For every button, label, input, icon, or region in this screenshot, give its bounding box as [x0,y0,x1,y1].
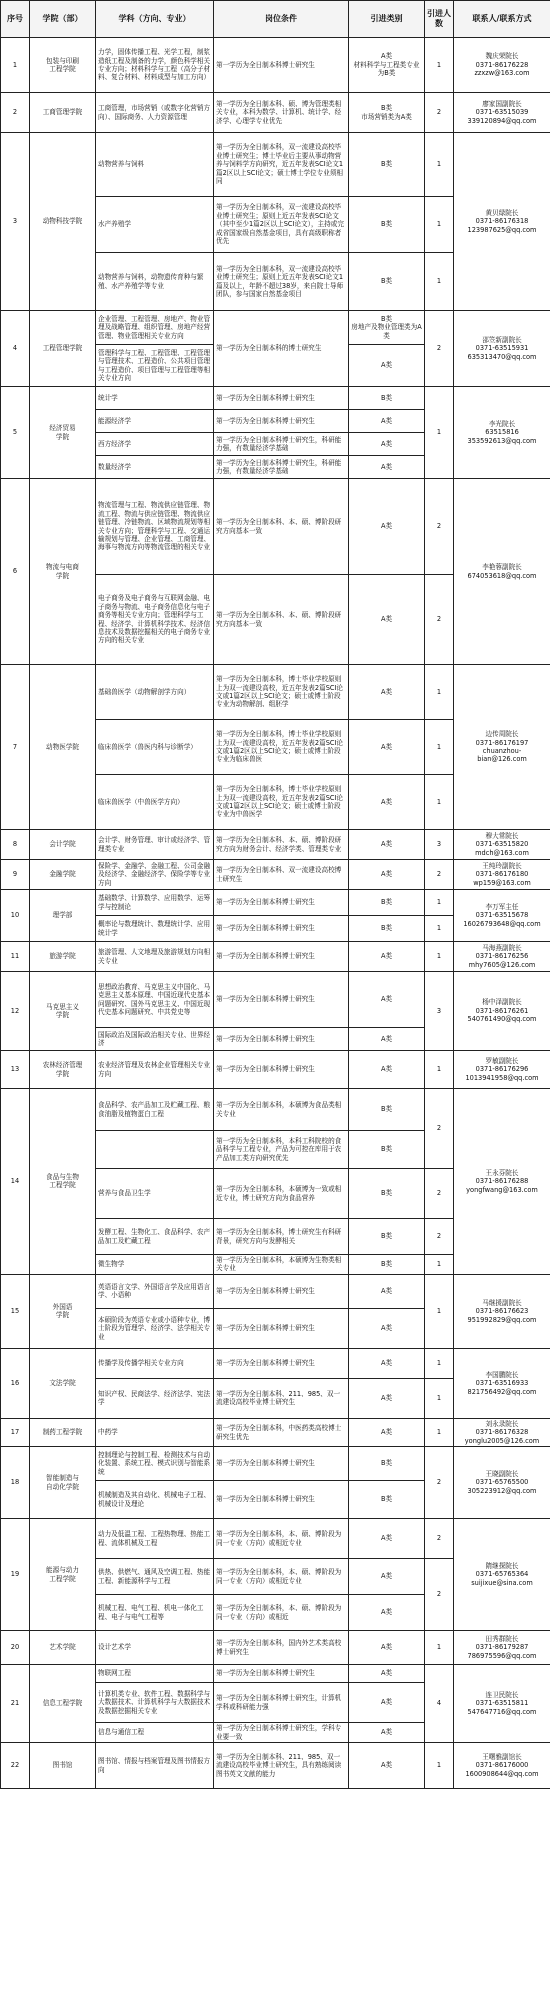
row-count: 1 [425,942,454,972]
row-discipline: 发酵工程、生物化工、食品科学、农产品加工及贮藏工程 [96,1219,214,1255]
row-conditions: 第一学历为全日制本科博士研究生 [214,387,349,410]
row-category: B类 [349,1447,425,1481]
row-college: 动物科技学院 [30,133,96,311]
row-count: 3 [425,972,454,1051]
row-seq: 15 [1,1274,30,1348]
row-count: 1 [425,1348,454,1378]
row-discipline: 工商管理，市场营销（或数字化营销方向）、国际商务、人力资源管理 [96,93,214,133]
row-category: B类 [349,916,425,942]
row-seq: 13 [1,1051,30,1089]
row-conditions: 第一学历为全日制本科，中医药类高校博士研究生优先 [214,1418,349,1446]
row-seq: 14 [1,1089,30,1275]
table-row [1,830,550,860]
row-conditions: 第一学历为全日制本科博士研究生 [214,1665,349,1683]
row-count: 2 [425,1519,454,1559]
row-conditions: 第一学历为全日制本科、本、硕、博阶段研究方向基本一致 [214,575,349,665]
row-count: 1 [425,890,454,916]
row-discipline: 基础数学、计算数学、应用数学、运筹学与控制论 [96,890,214,916]
table-row [1,665,550,720]
row-count: 4 [425,1665,454,1743]
row-conditions: 第一学历为全日制本科，博士毕业学校原则上为双一流建设高校，近五年发表2篇SCI论文或1篇2区以上SCI论文；硕士或博士阶段专业为中兽医学 [214,775,349,830]
row-conditions: 第一学历为全日制本科博士研究生，计算机学科或科研能力强 [214,1683,349,1723]
row-discipline: 机械制造及其自动化、机械电子工程、机械设计及理论 [96,1481,214,1519]
row-seq: 1 [1,38,30,93]
row-contact: 穆大常院长 0371-63515820 mdch@163.com [454,830,550,860]
row-category: A类 [349,1743,425,1789]
row-category: A类 [349,1595,425,1631]
row-discipline: 图书馆、情报与档案管理及图书情报方向 [96,1743,214,1789]
table-row [1,479,550,575]
row-category: A类 [349,479,425,575]
header-discipline: 学科（方向、专业） [96,1,214,38]
row-category: B类 [349,1219,425,1255]
header-count: 引进人数 [425,1,454,38]
row-college: 旅游学院 [30,942,96,972]
row-seq: 5 [1,387,30,479]
row-conditions: 第一学历为全日制本科、双一流建设高校博士研究生 [214,860,349,890]
row-discipline: 营养与食品卫生学 [96,1169,214,1219]
row-conditions: 第一学历为全日制本科，双一流建设高校毕业博士研究生；博士毕业后主要从事动物营养与饲料学方向研究，近五年发表SCI论文1篇2区以上SCI论文；硕士博士学位专业须相同 [214,133,349,197]
row-conditions: 第一学历为全日制本科，本、硕、博阶段为同一专业（方向）或相近 [214,1595,349,1631]
table-row [1,1743,550,1789]
row-category: B类 [349,1169,425,1219]
row-category: A类 材料科学与工程类专业为B类 [349,38,425,93]
row-conditions: 第一学历为全日制本科、本、硕、博阶段研究方向为财务会计、经济学类、管理类专业 [214,830,349,860]
row-college: 图书馆 [30,1743,96,1789]
table-row [1,38,550,93]
row-category: B类 [349,1481,425,1519]
row-contact: 王曙雅副馆长 0371-86176000 1600908644@qq.com [454,1743,550,1789]
row-category: B类 [349,197,425,253]
row-discipline: 物联网工程 [96,1665,214,1683]
row-category: A类 [349,1519,425,1559]
row-discipline: 传播学及传播学相关专业方向 [96,1348,214,1378]
row-count: 1 [425,197,454,253]
row-seq: 4 [1,311,30,387]
row-conditions: 第一学历为全日制本科博士研究生，科研能力强，有数量经济学基础 [214,456,349,479]
row-conditions: 第一学历为全日制本科博士研究生 [214,916,349,942]
row-discipline: 数量经济学 [96,456,214,479]
row-discipline: 电子商务及电子商务与互联网金融、电子商务与物流、电子商务信息化与电子商务等相关专业方向；管理科学与工程、经济学、计算机科学技术、经济信息技术及数据挖掘相关的电子商务专业方向的相关专业 [96,575,214,665]
row-college: 艺术学院 [30,1631,96,1665]
header-seq: 序号 [1,1,30,38]
header-category: 引进类别 [349,1,425,38]
row-college: 动物医学院 [30,665,96,830]
row-seq: 12 [1,972,30,1051]
row-count: 3 [425,830,454,860]
row-contact: 刘永录院长 0371-86176328 yonglu2005@126.com [454,1418,550,1446]
row-college: 工程管理学院 [30,311,96,387]
row-seq: 18 [1,1447,30,1519]
row-seq: 21 [1,1665,30,1743]
row-college: 信息工程学院 [30,1665,96,1743]
row-college: 智能制造与 自动化学院 [30,1447,96,1519]
row-college: 食品与生物 工程学院 [30,1089,96,1275]
row-category: A类 [349,860,425,890]
row-count: 2 [425,575,454,665]
row-discipline: 管理科学与工程、工程管理、工程管理与管理技术、工程造价、公共项目管理与工程造价、项目管理与工程管理等相关专业方向 [96,345,214,387]
row-discipline: 中药学 [96,1418,214,1446]
row-conditions: 第一学历为全日制本科的博士研究生 [214,311,349,387]
row-college: 工商管理学院 [30,93,96,133]
row-count: 1 [425,1743,454,1789]
row-contact: 李光院长 63515816 353592613@qq.com [454,387,550,479]
row-contact: 隋继探院长 0371-65765364 suijixue@sina.com [454,1519,550,1631]
row-discipline: 力学，固体传播工程、光学工程，制浆造纸工程及制备的力学，颜色科学相关专业方向；材料科学与工程（高分子材料、复合材料、材料成型与加工方向） [96,38,214,93]
row-conditions: 第一学历为全日制本科，国内外艺术类高校博士研究生 [214,1631,349,1665]
row-contact: 李国鹏院长 0371-63516933 821756492@qq.com [454,1348,550,1418]
row-count: 1 [425,253,454,311]
row-conditions: 第一学历为全日制本科博士研究生 [214,1308,349,1348]
row-discipline: 知识产权、民商法学、经济法学、宪法学 [96,1378,214,1418]
row-category: A类 [349,830,425,860]
row-discipline: 设计艺术学 [96,1631,214,1665]
table-row [1,972,550,1028]
row-seq: 19 [1,1519,30,1631]
row-discipline: 动物营养与饲料，动物遗传育种与繁殖、水产养殖学等专业 [96,253,214,311]
row-contact: 邵笠新副院长 0371-63515931 635313470@qq.com [454,311,550,387]
row-conditions: 第一学历为全日制本科，本、硕、博阶段为同一专业（方向）或相近专业 [214,1519,349,1559]
row-seq: 16 [1,1348,30,1418]
row-category: A类 [349,665,425,720]
row-count: 2 [425,1089,454,1169]
row-conditions: 第一学历为全日制本科博士研究生 [214,942,349,972]
row-contact: 王晓副院长 0371-65765500 305223912@qq.com [454,1447,550,1519]
row-discipline: 企业管理、工程管理、房地产、物业管理及战略管理、组织管理、房地产经营管理、物业管理相关专业方向 [96,311,214,345]
row-discipline: 农业经济管理及农林企业管理相关专业方向 [96,1051,214,1089]
row-count: 1 [425,133,454,197]
row-discipline: 概率论与数理统计、数理统计学、应用统计学 [96,916,214,942]
row-conditions: 第一学历为全日制本科博士研究生，学科专业要一致 [214,1723,349,1743]
row-conditions: 第一学历为全日制本科博士研究生 [214,1348,349,1378]
row-seq: 22 [1,1743,30,1789]
row-conditions: 第一学历为全日制本科，本硕博为生物类相关专业 [214,1255,349,1275]
row-college: 物流与电商 学院 [30,479,96,665]
row-college: 外国语 学院 [30,1274,96,1348]
row-contact: 李艳蓉副院长 674053618@qq.com [454,479,550,665]
table-row [1,387,550,410]
row-college: 能源与动力 工程学院 [30,1519,96,1631]
table-row [1,1519,550,1559]
row-college: 理学部 [30,890,96,942]
row-college: 经济贸易 学院 [30,387,96,479]
row-category: B类 [349,387,425,410]
row-category: A类 [349,775,425,830]
row-conditions: 第一学历为全日制本科、211、985、双一流建设高校毕业博士研究生，具有熟练阅读图书英文文献的能力 [214,1743,349,1789]
row-conditions: 第一学历为全日制本科，博士毕业学校原则上为双一流建设高校，近五年发表2篇SCI论文或1篇2区以上SCI论文；硕士或博士阶段专业为临床兽医 [214,720,349,775]
row-category: A类 [349,1378,425,1418]
row-discipline: 思想政治教育、马克思主义中国化、马克思主义基本原理、中国近现代史基本问题研究、国外马克思主义、中国近现代史基本问题研究、中共党史等 [96,972,214,1028]
table-row [1,1274,550,1308]
row-contact: 罗敏副院长 0371-86176296 1013941958@qq.com [454,1051,550,1089]
row-conditions: 第一学历为全日制本科，博士研究生有科研背景，研究方向与发酵相关 [214,1219,349,1255]
row-count: 2 [425,93,454,133]
row-conditions: 第一学历为全日制本科博士研究生，科研能力强，有数量经济学基础 [214,433,349,456]
row-discipline: 动物营养与饲料 [96,133,214,197]
row-discipline: 计算机类专业、软件工程、数据科学与大数据技术、计算机科学与大数据技术及数据挖掘相关专业 [96,1683,214,1723]
row-contact: 杨中泽副院长 0371-86176261 540761490@qq.com [454,972,550,1051]
row-conditions: 第一学历为全日制本科，本硕博为食品类相关专业 [214,1089,349,1131]
row-conditions: 第一学历为全日制本科，博士毕业学校原则上为双一流建设高校，近五年发表2篇SCI论文或1篇2区以上SCI论文；硕士或博士阶段专业为动物解剖、组胚学 [214,665,349,720]
row-count: 1 [425,1631,454,1665]
row-college: 文法学院 [30,1348,96,1418]
row-contact: 魏庆荣院长 0371-86176228 zzxzw@163.com [454,38,550,93]
row-seq: 9 [1,860,30,890]
table-row [1,1447,550,1481]
row-seq: 11 [1,942,30,972]
row-count: 2 [425,860,454,890]
row-conditions: 第一学历为全日制本科博士研究生 [214,410,349,433]
table-row [1,1665,550,1683]
table-row [1,942,550,972]
row-count: 2 [425,1447,454,1519]
row-seq: 6 [1,479,30,665]
row-discipline: 国际政治及国际政治相关专业、世界经济 [96,1028,214,1051]
row-conditions: 第一学历为全日制本科、本、硕、博阶段研究方向基本一致 [214,479,349,575]
table-row [1,860,550,890]
row-category: A类 [349,433,425,456]
row-conditions: 第一学历为全日制本科博士研究生 [214,890,349,916]
row-seq: 2 [1,93,30,133]
row-conditions: 第一学历为全日制本科，本、硕、博阶段为同一专业（方向）或相近专业 [214,1559,349,1595]
row-category: B类 [349,890,425,916]
row-contact: 边传周院长 0371-86176197 chuanzhou- bian@126.com [454,665,550,830]
row-college: 会计学院 [30,830,96,860]
row-category: A类 [349,1348,425,1378]
row-discipline: 机械工程、电气工程、机电一体化工程、电子与电气工程等 [96,1595,214,1631]
row-category: A类 [349,410,425,433]
table-row [1,1051,550,1089]
row-count: 1 [425,1255,454,1275]
row-count: 2 [425,1219,454,1255]
row-count: 1 [425,665,454,720]
row-count: 1 [425,720,454,775]
row-count: 2 [425,1559,454,1631]
row-category: A类 [349,720,425,775]
row-discipline: 统计学 [96,387,214,410]
row-discipline: 临床兽医学（兽医内科与诊断学） [96,720,214,775]
row-discipline: 供热、供燃气、通风及空调工程、热能工程、新能源科学与工程 [96,1559,214,1595]
row-discipline: 水产养殖学 [96,197,214,253]
row-contact: 廖家国副院长 0371-63515039 339120894@qq.com [454,93,550,133]
row-contact: 连卫民院长 0371-63515811 547647716@qq.com [454,1665,550,1743]
row-category: B类 房地产及物业管理类为A类 [349,311,425,345]
row-contact: 黄贝绿院长 0371-86176318 123987625@qq.com [454,133,550,311]
row-college: 包装与印刷 工程学院 [30,38,96,93]
row-category: A类 [349,1274,425,1308]
table-row [1,1348,550,1378]
row-conditions: 第一学历为全日制本科、211、985、双一流建设高校毕业博士研究生 [214,1378,349,1418]
row-category: A类 [349,345,425,387]
row-count: 1 [425,1378,454,1418]
row-contact: 马海燕副院长 0371-86176256 mhy7605@126.com [454,942,550,972]
row-count: 2 [425,479,454,575]
table-row [1,1631,550,1665]
row-conditions: 第一学历为全日制本科博士研究生 [214,1028,349,1051]
row-discipline: 英语语言文学、外国语言学及应用语言学、小语种 [96,1274,214,1308]
row-category: A类 [349,1418,425,1446]
row-discipline: 基础兽医学（动物解剖学方向） [96,665,214,720]
row-category: A类 [349,1051,425,1089]
row-category: A类 [349,1308,425,1348]
table-body [1,38,550,1789]
row-category: A类 [349,1723,425,1743]
row-college: 金融学院 [30,860,96,890]
row-count: 1 [425,1418,454,1446]
row-contact: 王纯玲副院长 0371-86176180 wp159@163.com [454,860,550,890]
row-category: A类 [349,1559,425,1595]
row-college: 马克思主义 学院 [30,972,96,1051]
header-contact: 联系人/联系方式 [454,1,550,38]
row-category: B类 [349,1255,425,1275]
row-category: A类 [349,456,425,479]
row-discipline: 旅游管理、人文地理及旅游规划方向相关专业 [96,942,214,972]
row-discipline: 保险学、金融学、金融工程、公司金融及经济学、金融经济学、保险学等专业方向 [96,860,214,890]
row-contact: 马继援副院长 0371-86176623 951992829@qq.com [454,1274,550,1348]
row-discipline: 本硕阶段为英语专业或小语种专业，博士阶段为管理学、经济学、法学相关专业 [96,1308,214,1348]
row-category: B类 [349,253,425,311]
row-category: A类 [349,1683,425,1723]
row-count: 1 [425,916,454,942]
row-category: B类 [349,1089,425,1131]
row-conditions: 第一学历为全日制本科、硕、博为管理类相关专业，本科为数学、计算机、统计学、经济学、心理学专业优先 [214,93,349,133]
row-discipline: 物流管理与工程、物流供应链管理、物流工程、物流与供应链管理、物流供应链管理、冷链物流、区域物流规划等相关专业方向；管理科学与工程、交通运输规划与管理、企业管理、工商管理、海事与物流方向等物流管理的相关专业 [96,479,214,575]
row-count: 1 [425,775,454,830]
row-category: A类 [349,575,425,665]
header-college: 学院（部） [30,1,96,38]
table-row [1,1089,550,1131]
row-conditions: 第一学历为全日制本科博士研究生 [214,1274,349,1308]
row-discipline: 信息与通信工程 [96,1723,214,1743]
row-discipline: 能源经济学 [96,410,214,433]
row-seq: 7 [1,665,30,830]
row-conditions: 第一学历为全日制本科博士研究生 [214,1481,349,1519]
table-row [1,93,550,133]
row-category: B类 市场营销类为A类 [349,93,425,133]
row-count: 1 [425,1051,454,1089]
row-category: A类 [349,942,425,972]
row-count: 2 [425,311,454,387]
row-conditions: 第一学历为全日制本科，双一流建设高校毕业博士研究生；原则上近五年发表SCI论文1篇及以上，年龄不超过38岁，来自院士导师团队，参与国家自然基金项目 [214,253,349,311]
row-conditions: 第一学历为全日制本科博士研究生 [214,1447,349,1481]
table-row [1,133,550,197]
row-seq: 20 [1,1631,30,1665]
row-discipline: 食品科学、农产品加工及贮藏工程、粮食油脂及植物蛋白工程 [96,1089,214,1131]
row-category: B类 [349,1131,425,1169]
row-count: 1 [425,387,454,479]
row-category: A类 [349,1028,425,1051]
row-category: A类 [349,1631,425,1665]
row-discipline: 临床兽医学（中兽医学方向） [96,775,214,830]
row-discipline: 动力及低温工程、工程热物理、热能工程、流体机械及工程 [96,1519,214,1559]
row-discipline [96,1131,214,1169]
row-seq: 10 [1,890,30,942]
row-discipline: 微生物学 [96,1255,214,1275]
row-contact: 李万军主任 0371-63515678 16026793648@qq.com [454,890,550,942]
header-conditions: 岗位条件 [214,1,349,38]
row-count: 1 [425,38,454,93]
row-category: A类 [349,1665,425,1683]
row-seq: 17 [1,1418,30,1446]
table-row [1,311,550,345]
row-contact: 王永芬院长 0371-86176288 yongfwang@163.com [454,1089,550,1275]
table-row [1,890,550,916]
row-count: 1 [425,1274,454,1348]
row-conditions: 第一学历为全日制本科博士研究生 [214,38,349,93]
row-count: 2 [425,1169,454,1219]
row-conditions: 第一学历为全日制本科，本科工科院校的食品科学与工程专业，产品为可控在库用于农产品加工类方向研究优先 [214,1131,349,1169]
row-category: B类 [349,133,425,197]
row-conditions: 第一学历为全日制本科，双一流建设高校毕业博士研究生；原则上近五年发表SCI论文（其中至少1篇2区以上SCI论文），主持或完成省国家级自然基金项目，具有高级职称者优先 [214,197,349,253]
row-seq: 3 [1,133,30,311]
row-discipline: 控制理论与控制工程、检测技术与自动化装置、系统工程、模式识别与智能系统 [96,1447,214,1481]
row-discipline: 西方经济学 [96,433,214,456]
header-row [1,1,550,38]
row-conditions: 第一学历为全日制本科博士研究生 [214,1051,349,1089]
row-conditions: 第一学历为全日制本科，本硕博为一致或相近专业，博士研究方向为食品营养 [214,1169,349,1219]
row-discipline: 会计学、财务管理、审计或经济学、管理类专业 [96,830,214,860]
row-conditions: 第一学历为全日制本科博士研究生 [214,972,349,1028]
row-college: 农林经济管理 学院 [30,1051,96,1089]
row-college: 制药工程学院 [30,1418,96,1446]
row-contact: 田秀群院长 0371-86179287 786975596@qq.com [454,1631,550,1665]
table-row [1,1418,550,1446]
row-seq: 8 [1,830,30,860]
row-category: A类 [349,972,425,1028]
